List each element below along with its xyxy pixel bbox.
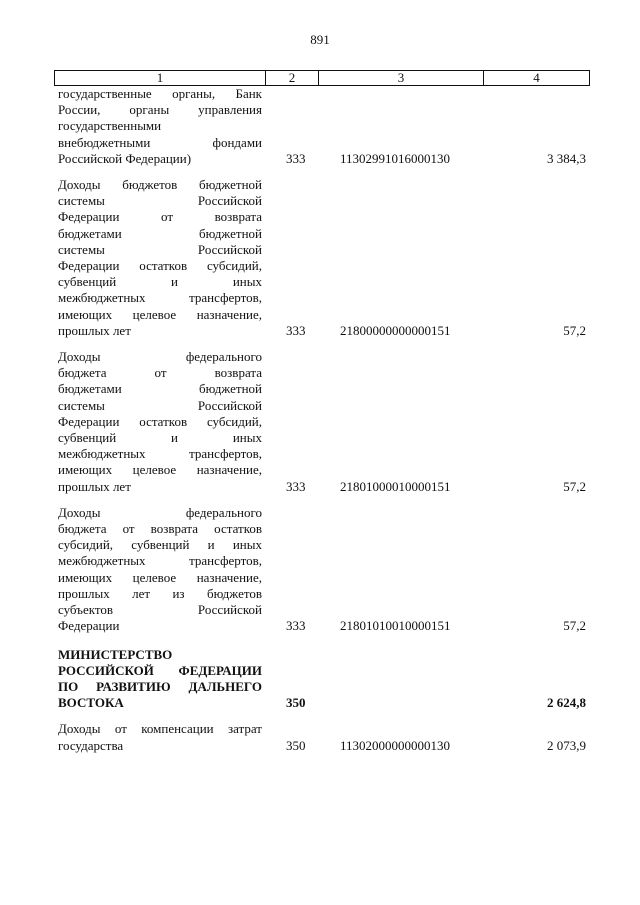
description-line: имеющих целевое назначение, [58,462,262,478]
budget-classification-code: 21800000000000151 [340,322,451,338]
description-line: государственными [58,118,162,134]
amount: 3 384,3 [547,150,586,166]
table-row [0,349,640,495]
description-line: прошлых лет из бюджетов [58,585,262,601]
admin-code: 333 [286,478,306,494]
description-line: Федерации от возврата [58,209,262,225]
table-row [0,505,640,635]
description-line: системы Российской [58,241,262,257]
description-line: государственные органы, Банк [58,86,262,101]
amount: 57,2 [563,478,586,494]
header-col-3: 3 [319,71,484,85]
description-line: Российской Федерации) [58,150,192,166]
row-description [58,86,262,167]
amount: 57,2 [563,618,586,634]
budget-classification-code: 11302991016000130 [340,150,451,166]
description-line: межбюджетных трансфертов, [58,553,262,569]
header-col-2: 2 [266,71,319,85]
description-line: Федерации остатков субсидий, [58,413,262,429]
budget-classification-code: 21801000010000151 [340,478,451,494]
description-line: системы Российской [58,397,262,413]
amount: 2 073,9 [547,737,586,753]
description-line: прошлых лет [58,322,131,338]
description-line: бюджета от возврата [58,365,262,381]
amount: 57,2 [563,322,586,338]
row-description [58,177,262,339]
table-row [0,86,640,167]
description-line: МИНИСТЕРСТВО [58,646,173,662]
description-line: ВОСТОКА [58,695,124,711]
description-line: имеющих целевое назначение, [58,306,262,322]
admin-code: 350 [286,737,306,753]
description-line: Доходы бюджетов бюджетной [58,177,262,193]
description-line: субсидий, субвенций и иных [58,537,262,553]
description-line: Доходы федерального [58,504,262,520]
budget-classification-code: 11302000000000130 [340,737,451,753]
description-line: внебюджетными фондами [58,134,262,150]
description-line: межбюджетных трансфертов, [58,446,262,462]
description-line: РОССИЙСКОЙ ФЕДЕРАЦИИ [58,662,262,678]
table-header-row [54,70,590,86]
description-line: Доходы от компенсации затрат [58,721,262,737]
table-row [0,177,640,339]
header-col-1: 1 [55,71,266,85]
table-row [0,721,640,753]
description-line: Федерации остатков субсидий, [58,258,262,274]
description-line: государства [58,737,124,753]
table-row [0,647,640,712]
description-line: субвенций и иных [58,274,262,290]
admin-code: 333 [286,150,306,166]
description-line: Федерации [58,618,120,634]
admin-code: 333 [286,618,306,634]
description-line: прошлых лет [58,478,131,494]
table-body [0,86,640,754]
description-line: бюджетами бюджетной [58,225,262,241]
row-description [58,721,262,753]
description-line: субъектов Российской [58,602,262,618]
amount: 2 624,8 [547,695,586,711]
budget-classification-code: 21801010010000151 [340,618,451,634]
description-line: имеющих целевое назначение, [58,569,262,585]
description-line: ПО РАЗВИТИЮ ДАЛЬНЕГО [58,678,262,694]
row-description [58,505,262,635]
description-line: системы Российской [58,193,262,209]
description-line: межбюджетных трансфертов, [58,290,262,306]
description-line: субвенций и иных [58,430,262,446]
page-number: 891 [310,32,330,47]
description-line: бюджетами бюджетной [58,381,262,397]
admin-code: 333 [286,322,306,338]
row-description [58,349,262,495]
description-line: Доходы федерального [58,349,262,365]
header-col-4: 4 [533,70,540,85]
admin-code: 350 [286,695,306,711]
description-line: бюджета от возврата остатков [58,521,262,537]
row-description [58,647,262,712]
description-line: России, органы управления [58,102,262,118]
